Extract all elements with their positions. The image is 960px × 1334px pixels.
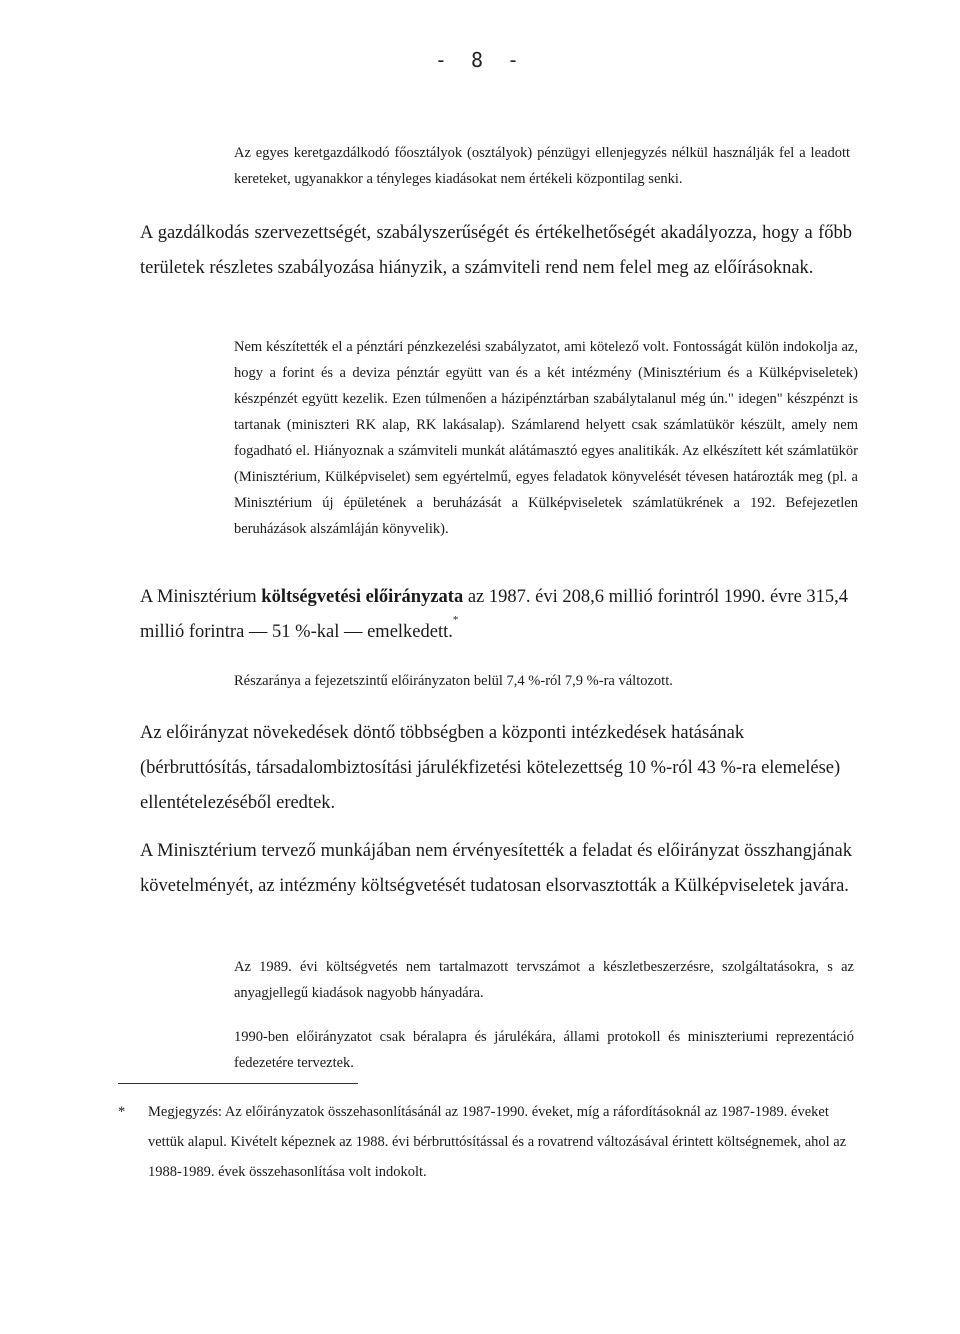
paragraph-gazdalkodas-szervezettseg: A gazdálkodás szervezettségét, szabályszerűségét és értékelhetőségét akadályozza, hogy a főbb területek részletes szabályozása hiányzik, a számviteli rend nem felel meg az előírásoknak. bbox=[140, 223, 852, 278]
footnote-reference: * bbox=[452, 614, 459, 626]
footnote-divider bbox=[118, 1083, 358, 1084]
eloiranyzat-bold-term: költségvetési előirányzata bbox=[261, 587, 464, 607]
paragraph-eloiranyzat-novekedes: Az előirányzat növekedések döntő többségben a központi intézkedések hatásának (bérbruttósítás, társadalombiztosítási járulékfizetési kötelezettség 10 %-ról 43 %-ra elemelése) ellentételezéséből eredtek. bbox=[140, 723, 841, 813]
paragraph-1990-eloiranyzat: 1990-ben előirányzatot csak béralapra és járulékára, állami protokoll és miniszteriumi reprezentáció fedezetére terveztek. bbox=[234, 1029, 854, 1071]
paragraph-reszarany: Részaránya a fejezetszintű előirányzaton belül 7,4 %-ról 7,9 %-ra változott. bbox=[234, 673, 673, 689]
paragraph-koltsegvetesi-eloiranyzat bbox=[140, 580, 852, 650]
footnote bbox=[118, 1097, 858, 1187]
page-number: - 8 - bbox=[434, 48, 526, 72]
footnote-text: Megjegyzés: Az előirányzatok összehasonlításánál az 1987-1990. éveket, míg a ráfordításoknál az 1987-1989. éveket vettük alapul. Kivételt képeznek az 1988. évi bérbruttósítással és a rovatrend változásával érintett költségnemek, ahol az 1988-1989. évek összehasonlítása volt indokolt. bbox=[148, 1104, 847, 1180]
footnote-marker: * bbox=[118, 1104, 126, 1120]
paragraph-keretgazdalkodas: Az egyes keretgazdálkodó főosztályok (osztályok) pénzügyi ellenjegyzés nélkül használják fel a leadott kereteket, ugyanakkor a tényleges kiadásokat nem értékeli központilag senki. bbox=[234, 145, 850, 187]
paragraph-tervezo-munka: A Minisztérium tervező munkájában nem érvényesítették a feladat és előirányzat összhangjának követelményét, az intézmény költségvetését tudatosan elsorvasztották a Külképviseletek javára. bbox=[140, 841, 852, 896]
eloiranyzat-text-end: az 1987. évi 208,6 millió forintról 1990. évre 315,4 millió forintra — 51 %-kal — emelkedett. bbox=[140, 587, 849, 642]
eloiranyzat-text-start: A Minisztérium bbox=[140, 587, 262, 607]
paragraph-penztari-szabalyzat: Nem készítették el a pénztári pénzkezelési szabályzatot, ami kötelező volt. Fontosságát külön indokolja az, hogy a forint és a deviza pénztár együtt van és a két intézmény (Minisztérium és a Külképviseletek) készpénzét együtt kezelik. Ezen túlmenően a házipénztárban szabálytalanul még ún." idegen" készpénzt is tartanak (miniszteri RK alap, RK lakásalap). Számlarend helyett csak számlatükör készült, amely nem fogadható el. Hiányoznak a számviteli munkát alátámasztó egyes analitikák. Az elkészített két számlatükör (Minisztérium, Külképviselet) sem egyértelmű, egyes feladatok könyvelését tévesen határozták meg (pl. a Minisztérium új épületének a beruházását a Külképviseletek számlatükrének a 192. Befejezetlen beruházások alszámláján könyvelik). bbox=[234, 339, 858, 537]
paragraph-1989-koltsegvetes: Az 1989. évi költségvetés nem tartalmazott tervszámot a készletbeszerzésre, szolgáltatásokra, s az anyagjellegű kiadások nagyobb hányadára. bbox=[234, 959, 854, 1001]
